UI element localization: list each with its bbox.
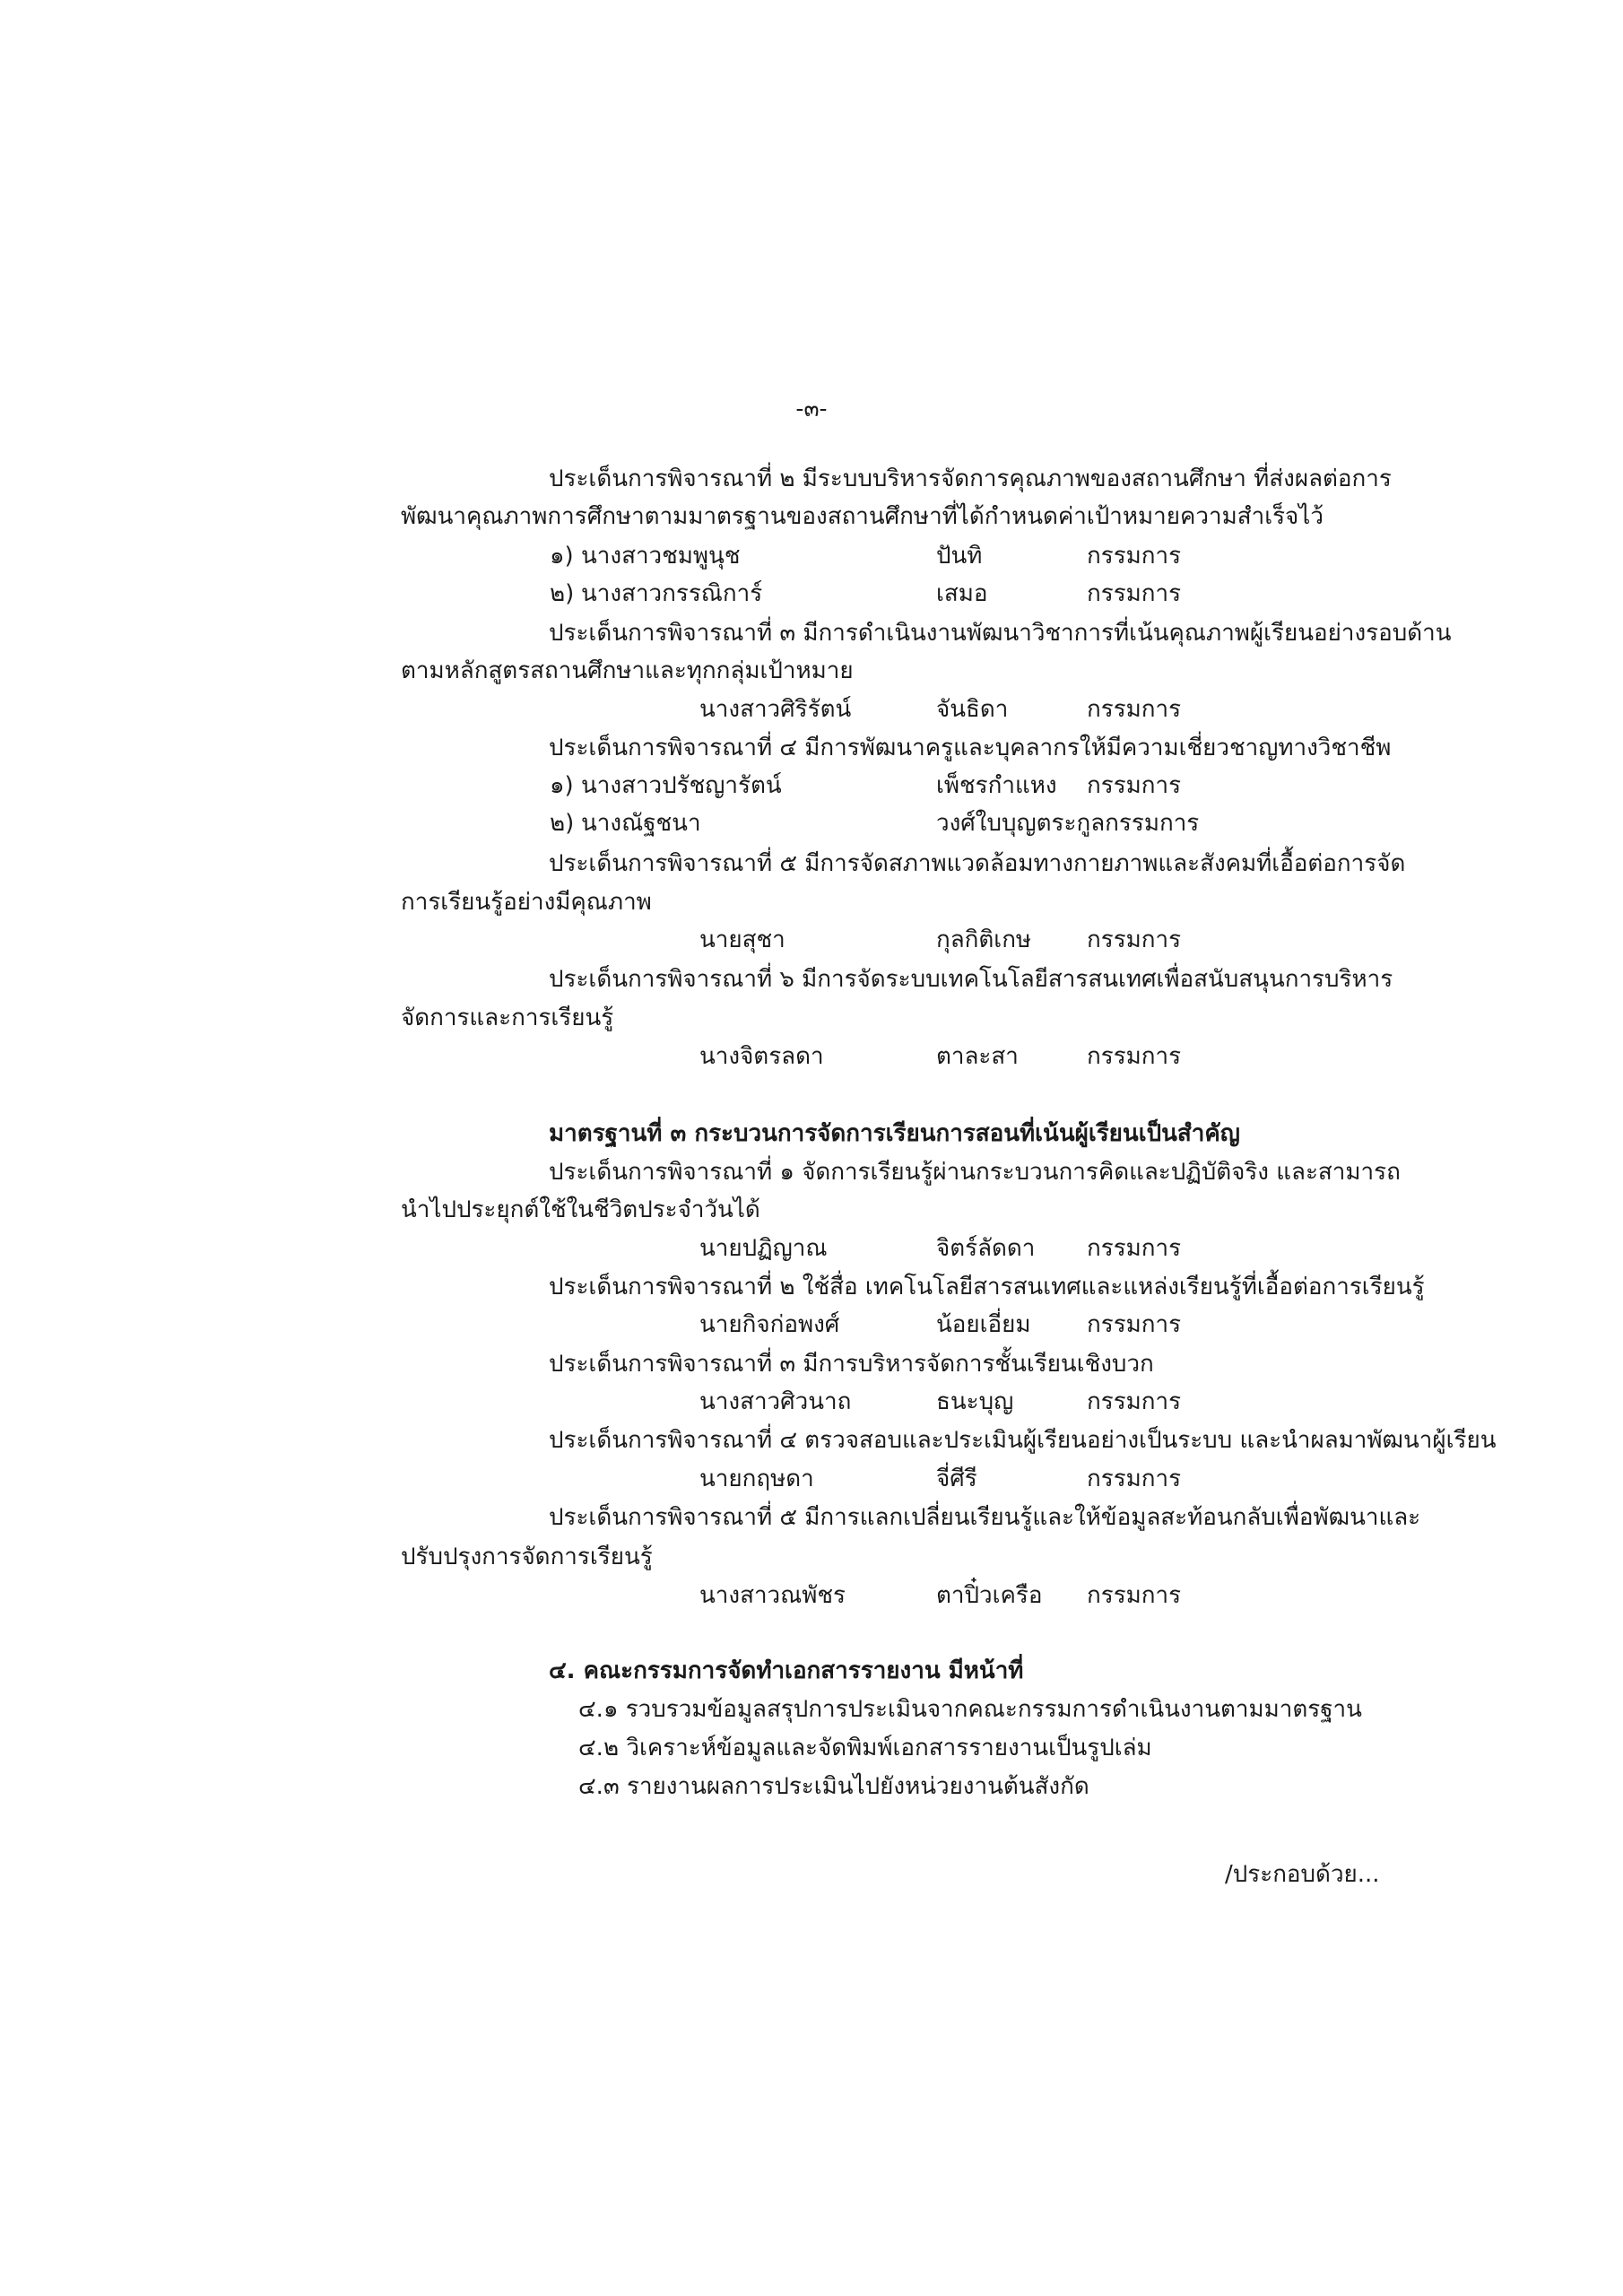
member-last-name: จันธิดา [936, 696, 1009, 723]
member-last-name: กุลกิติเกษ [936, 926, 1032, 953]
consideration-heading-cont: นำไปประยุกต์ใช้ในชีวิตประจำวันได้ [401, 1196, 760, 1223]
member-first-name: นางสาวศิริรัตน์ [699, 696, 852, 723]
consideration-heading-cont: พัฒนาคุณภาพการศึกษาตามมาตรฐานของสถานศึกษาที่ได้กำหนดค่าเป้าหมายความสำเร็จไว้ [401, 503, 1324, 530]
member-last-name: วงศ์ใบบุญตระกูลกรรมการ [936, 810, 1200, 837]
consideration-heading: ประเด็นการพิจารณาที่ ๔ ตรวจสอบและประเมินผู้เรียนอย่างเป็นระบบ และนำผลมาพัฒนาผู้เรียน [549, 1427, 1497, 1454]
consideration-heading: ประเด็นการพิจารณาที่ ๔ มีการพัฒนาครูและบุคลากรให้มีความเชี่ยวชาญทางวิชาชีพ [549, 735, 1392, 761]
member-role: กรรมการ [1087, 1311, 1182, 1338]
member-last-name: จี่ศีรี [936, 1465, 977, 1492]
member-first-name: นายปฏิญาณ [699, 1235, 828, 1262]
member-first-name: นางสาวชมพูนุช [581, 543, 741, 570]
member-number: ๑) [550, 543, 574, 570]
member-role: กรรมการ [1087, 580, 1182, 607]
member-role: กรรมการ [1087, 1388, 1182, 1415]
member-role: กรรมการ [1087, 696, 1182, 723]
consideration-heading: ประเด็นการพิจารณาที่ ๒ ใช้สื่อ เทคโนโลยีสารสนเทศและแหล่งเรียนรู้ที่เอื้อต่อการเรียนรู้ [549, 1274, 1425, 1300]
member-role: กรรมการ [1087, 772, 1182, 799]
consideration-heading: ประเด็นการพิจารณาที่ ๑ จัดการเรียนรู้ผ่านกระบวนการคิดและปฏิบัติจริง และสามารถ [549, 1159, 1401, 1186]
member-role: กรรมการ [1087, 926, 1182, 953]
member-role: กรรมการ [1087, 1465, 1182, 1492]
member-first-name: นางสาวกรรณิการ์ [581, 580, 763, 607]
consideration-heading: ประเด็นการพิจารณาที่ ๖ มีการจัดระบบเทคโนโลยีสารสนเทศเพื่อสนับสนุนการบริหาร [549, 966, 1393, 993]
consideration-heading: ประเด็นการพิจารณาที่ ๓ มีการบริหารจัดการชั้นเรียนเชิงบวก [549, 1351, 1154, 1378]
member-last-name: ตาปิ๋วเครือ [936, 1582, 1043, 1609]
section4-title: ๔. คณะกรรมการจัดทำเอกสารรายงาน มีหน้าที่ [549, 1657, 1024, 1684]
consideration-heading-cont: จัดการและการเรียนรู้ [401, 1004, 614, 1031]
member-last-name: ปันทิ [936, 543, 983, 570]
member-role: กรรมการ [1087, 543, 1182, 570]
section4-duty-item: ๔.๓ รายงานผลการประเมินไปยังหน่วยงานต้นสังกัด [578, 1773, 1089, 1800]
member-last-name: จิตร์ลัดดา [936, 1235, 1036, 1262]
member-last-name: ธนะบุญ [936, 1388, 1014, 1415]
member-number: ๑) [550, 772, 574, 799]
member-first-name: นางสาวศิวนาถ [699, 1388, 852, 1415]
continued-text: /ประกอบด้วย... [1225, 1861, 1380, 1888]
consideration-heading: ประเด็นการพิจารณาที่ ๕ มีการแลกเปลี่ยนเรียนรู้และให้ข้อมูลสะท้อนกลับเพื่อพัฒนาและ [549, 1504, 1421, 1531]
member-last-name: ตาละสา [936, 1043, 1019, 1070]
consideration-heading: ประเด็นการพิจารณาที่ ๒ มีระบบบริหารจัดการคุณภาพของสถานศึกษา ที่ส่งผลต่อการ [549, 465, 1392, 492]
consideration-heading: ประเด็นการพิจารณาที่ ๓ มีการดำเนินงานพัฒนาวิชาการที่เน้นคุณภาพผู้เรียนอย่างรอบด้าน [549, 620, 1452, 647]
member-number: ๒) [550, 810, 575, 837]
member-first-name: นายกฤษดา [699, 1465, 814, 1492]
member-first-name: นางจิตรลดา [699, 1043, 824, 1070]
consideration-heading-cont: การเรียนรู้อย่างมีคุณภาพ [401, 889, 652, 916]
member-first-name: นายกิจก่อพงศ์ [699, 1311, 840, 1338]
section4-duty-item: ๔.๑ รวบรวมข้อมูลสรุปการประเมินจากคณะกรรมการดำเนินงานตามมาตรฐาน [578, 1696, 1362, 1723]
consideration-heading-cont: ปรับปรุงการจัดการเรียนรู้ [401, 1544, 653, 1570]
consideration-heading: ประเด็นการพิจารณาที่ ๕ มีการจัดสภาพแวดล้อมทางกายภาพและสังคมที่เอื้อต่อการจัด [549, 850, 1406, 877]
standard3-title: มาตรฐานที่ ๓ กระบวนการจัดการเรียนการสอนที่เน้นผู้เรียนเป็นสำคัญ [549, 1120, 1240, 1147]
member-first-name: นางสาวณพัชร [699, 1582, 846, 1609]
member-first-name: นางณัฐชนา [581, 810, 701, 837]
member-last-name: น้อยเอี่ยม [936, 1311, 1031, 1338]
member-role: กรรมการ [1087, 1043, 1182, 1070]
section4-duty-item: ๔.๒ วิเคราะห์ข้อมูลและจัดพิมพ์เอกสารรายงานเป็นรูปเล่ม [578, 1735, 1152, 1761]
member-last-name: เสมอ [936, 580, 988, 607]
member-role: กรรมการ [1087, 1235, 1182, 1262]
member-first-name: นายสุชา [699, 926, 785, 953]
member-number: ๒) [550, 580, 575, 607]
member-last-name: เพ็ชรกำแหง [936, 772, 1057, 799]
page-number: -๓- [795, 396, 828, 422]
consideration-heading-cont: ตามหลักสูตรสถานศึกษาและทุกกลุ่มเป้าหมาย [401, 657, 854, 684]
member-first-name: นางสาวปรัชญารัตน์ [581, 772, 782, 799]
member-role: กรรมการ [1087, 1582, 1182, 1609]
